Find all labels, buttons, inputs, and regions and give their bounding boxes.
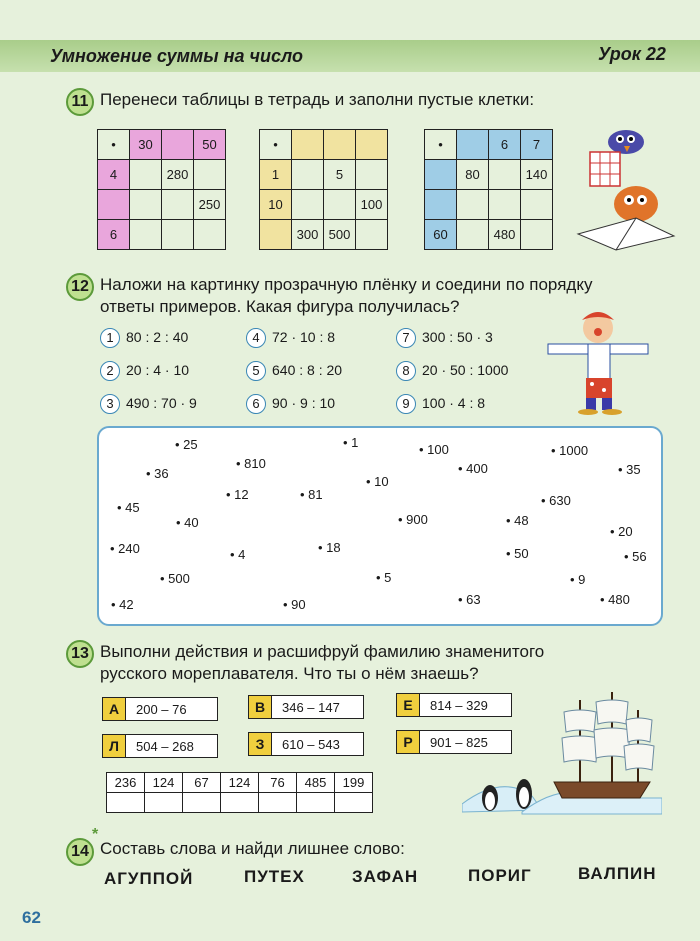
dot-label: • 56 bbox=[624, 549, 647, 564]
t3-cell bbox=[425, 160, 457, 190]
dot-label: • 1 bbox=[343, 435, 359, 450]
t2-cell: 5 bbox=[324, 160, 356, 190]
t2-cell bbox=[324, 130, 356, 160]
letter: Е bbox=[397, 694, 420, 716]
t2-cell: 100 bbox=[356, 190, 388, 220]
t2-cell: 1 bbox=[260, 160, 292, 190]
t2-cell bbox=[324, 190, 356, 220]
dot-label: • 4 bbox=[230, 547, 246, 562]
letter-box-l bbox=[102, 734, 218, 758]
dot-label: • 25 bbox=[175, 437, 198, 452]
example-num: 5 bbox=[246, 361, 266, 381]
t1-cell: 50 bbox=[194, 130, 226, 160]
example-num: 6 bbox=[246, 394, 266, 414]
t1-cell bbox=[130, 220, 162, 250]
example-expr: 90 · 9 : 10 bbox=[272, 395, 336, 411]
answer-cell: 236 bbox=[107, 773, 145, 793]
t1-cell bbox=[194, 160, 226, 190]
t2-cell bbox=[260, 220, 292, 250]
t2-cell: 300 bbox=[292, 220, 324, 250]
t3-cell bbox=[521, 190, 553, 220]
expr: 200 – 76 bbox=[136, 702, 187, 717]
t2-cell bbox=[356, 130, 388, 160]
task-number-11: 11 bbox=[66, 88, 94, 116]
letter: З bbox=[249, 733, 272, 755]
example-expr: 72 · 10 : 8 bbox=[272, 329, 336, 345]
dot-label: • 5 bbox=[376, 570, 392, 585]
example-4 bbox=[246, 328, 335, 348]
lesson-label: Урок 22 bbox=[598, 44, 666, 64]
example-num: 2 bbox=[100, 361, 120, 381]
t3-cell: 140 bbox=[521, 160, 553, 190]
t2-cell bbox=[356, 160, 388, 190]
example-2 bbox=[100, 361, 189, 381]
dot-label: • 48 bbox=[506, 513, 529, 528]
example-expr: 490 : 70 · 9 bbox=[126, 395, 197, 411]
table-3 bbox=[424, 129, 553, 250]
dot-label: • 50 bbox=[506, 546, 529, 561]
expr: 504 – 268 bbox=[136, 739, 194, 754]
dot-label: • 36 bbox=[146, 466, 169, 481]
answer-blank bbox=[259, 793, 297, 813]
word-1: АГУППОЙ bbox=[104, 869, 194, 888]
example-expr: 100 · 4 : 8 bbox=[422, 395, 486, 411]
answer-table bbox=[106, 772, 373, 813]
t1-cell bbox=[98, 190, 130, 220]
t1-cell bbox=[194, 220, 226, 250]
dot-label: • 400 bbox=[458, 461, 488, 476]
task13-text-line1: Выполни действия и расшифруй фамилию знаменитого bbox=[100, 642, 545, 661]
example-num: 3 bbox=[100, 394, 120, 414]
answer-cell: 124 bbox=[221, 773, 259, 793]
dot-label: • 42 bbox=[111, 597, 134, 612]
example-num: 1 bbox=[100, 328, 120, 348]
t1-cell: 280 bbox=[162, 160, 194, 190]
clown-illustration bbox=[542, 310, 662, 415]
t1-cell bbox=[130, 160, 162, 190]
page-number: 62 bbox=[22, 908, 41, 927]
t3-cell bbox=[425, 190, 457, 220]
dot-label: • 81 bbox=[300, 487, 323, 502]
t1-cell: 250 bbox=[194, 190, 226, 220]
example-num: 7 bbox=[396, 328, 416, 348]
letter-box-z bbox=[248, 732, 364, 756]
expr: 814 – 329 bbox=[430, 698, 488, 713]
dot-label: • 9 bbox=[570, 572, 586, 587]
word-3: ЗАФАН bbox=[352, 867, 419, 886]
t1-cell: • bbox=[98, 130, 130, 160]
dot-label: • 45 bbox=[117, 500, 140, 515]
word-4: ПОРИГ bbox=[468, 866, 532, 885]
dot-label: • 240 bbox=[110, 541, 140, 556]
example-1 bbox=[100, 328, 188, 348]
dot-label: • 90 bbox=[283, 597, 306, 612]
answer-cell: 76 bbox=[259, 773, 297, 793]
answer-cell: 124 bbox=[145, 773, 183, 793]
example-expr: 20 : 4 · 10 bbox=[126, 362, 190, 378]
task-number-14: 14 bbox=[66, 838, 94, 866]
letter: А bbox=[103, 698, 126, 720]
dot-label: • 630 bbox=[541, 493, 571, 508]
example-3 bbox=[100, 394, 197, 414]
t1-cell bbox=[162, 130, 194, 160]
example-8 bbox=[396, 361, 508, 381]
t1-cell: 6 bbox=[98, 220, 130, 250]
example-7 bbox=[396, 328, 493, 348]
t3-cell bbox=[521, 220, 553, 250]
task-number-12: 12 bbox=[66, 273, 94, 301]
task11-text: Перенеси таблицы в тетрадь и заполни пустые клетки: bbox=[100, 90, 535, 109]
dot-label: • 35 bbox=[618, 462, 641, 477]
word-5: ВАЛПИН bbox=[578, 864, 657, 883]
task-number-13: 13 bbox=[66, 640, 94, 668]
bird-and-cat-illustration bbox=[576, 122, 686, 252]
t2-cell bbox=[292, 130, 324, 160]
dot-label: • 900 bbox=[398, 512, 428, 527]
t1-cell: 4 bbox=[98, 160, 130, 190]
example-num: 8 bbox=[396, 361, 416, 381]
t3-cell: 7 bbox=[521, 130, 553, 160]
expr: 346 – 147 bbox=[282, 700, 340, 715]
t2-cell bbox=[356, 220, 388, 250]
answer-blank bbox=[297, 793, 335, 813]
task12-text-line2: ответы примеров. Какая фигура получилась? bbox=[100, 297, 460, 316]
t3-cell bbox=[489, 160, 521, 190]
t1-cell bbox=[162, 220, 194, 250]
expr: 610 – 543 bbox=[282, 737, 340, 752]
answer-blank bbox=[107, 793, 145, 813]
t1-cell bbox=[130, 190, 162, 220]
dot-label: • 500 bbox=[160, 571, 190, 586]
word-2: ПУТЕХ bbox=[244, 867, 305, 886]
t3-cell: 60 bbox=[425, 220, 457, 250]
expr: 901 – 825 bbox=[430, 735, 488, 750]
task13-text-line2: русского мореплавателя. Что ты о нём знаешь? bbox=[100, 664, 479, 683]
t2-cell: • bbox=[260, 130, 292, 160]
dot-label: • 12 bbox=[226, 487, 249, 502]
example-num: 9 bbox=[396, 394, 416, 414]
dot-label: • 18 bbox=[318, 540, 341, 555]
example-num: 4 bbox=[246, 328, 266, 348]
letter: В bbox=[249, 696, 272, 718]
t1-cell: 30 bbox=[130, 130, 162, 160]
t2-cell bbox=[292, 190, 324, 220]
letter-box-a bbox=[102, 697, 218, 721]
t3-cell: 80 bbox=[457, 160, 489, 190]
t2-cell: 10 bbox=[260, 190, 292, 220]
table-2 bbox=[259, 129, 388, 250]
table-1 bbox=[97, 129, 226, 250]
dot-label: • 20 bbox=[610, 524, 633, 539]
answer-blank bbox=[183, 793, 221, 813]
example-expr: 300 : 50 · 3 bbox=[422, 329, 493, 345]
example-9 bbox=[396, 394, 485, 414]
example-expr: 640 : 8 : 20 bbox=[272, 362, 343, 378]
letter: Р bbox=[397, 731, 420, 753]
page-title: Умножение суммы на число bbox=[50, 46, 303, 66]
t2-cell: 500 bbox=[324, 220, 356, 250]
t1-cell bbox=[162, 190, 194, 220]
dot-label: • 40 bbox=[176, 515, 199, 530]
answer-cell: 485 bbox=[297, 773, 335, 793]
answer-cell: 199 bbox=[335, 773, 373, 793]
example-5 bbox=[246, 361, 342, 381]
dot-label: • 1000 bbox=[551, 443, 589, 458]
t3-cell: 6 bbox=[489, 130, 521, 160]
letter: Л bbox=[103, 735, 126, 757]
t3-cell bbox=[489, 190, 521, 220]
t3-cell: 480 bbox=[489, 220, 521, 250]
answer-blank bbox=[221, 793, 259, 813]
dot-label: • 63 bbox=[458, 592, 481, 607]
answer-blank bbox=[335, 793, 373, 813]
t2-cell bbox=[292, 160, 324, 190]
letter-box-v bbox=[248, 695, 364, 719]
dot-label: • 100 bbox=[419, 442, 449, 457]
t3-cell bbox=[457, 190, 489, 220]
answer-cell: 67 bbox=[183, 773, 221, 793]
t3-cell: • bbox=[425, 130, 457, 160]
task12-text-line1: Наложи на картинку прозрачную плёнку и соедини по порядку bbox=[100, 275, 593, 294]
dot-label: • 10 bbox=[366, 474, 389, 489]
dot-label: • 480 bbox=[600, 592, 630, 607]
answer-blank bbox=[145, 793, 183, 813]
t3-cell bbox=[457, 130, 489, 160]
t3-cell bbox=[457, 220, 489, 250]
task14-star: * bbox=[92, 826, 99, 843]
example-6 bbox=[246, 394, 335, 414]
task14-text: Составь слова и найди лишнее слово: bbox=[100, 839, 405, 858]
example-expr: 80 : 2 : 40 bbox=[126, 329, 189, 345]
dot-label: • 810 bbox=[236, 456, 266, 471]
ship-and-penguins-illustration bbox=[462, 686, 662, 818]
example-expr: 20 · 50 : 1000 bbox=[422, 362, 509, 378]
